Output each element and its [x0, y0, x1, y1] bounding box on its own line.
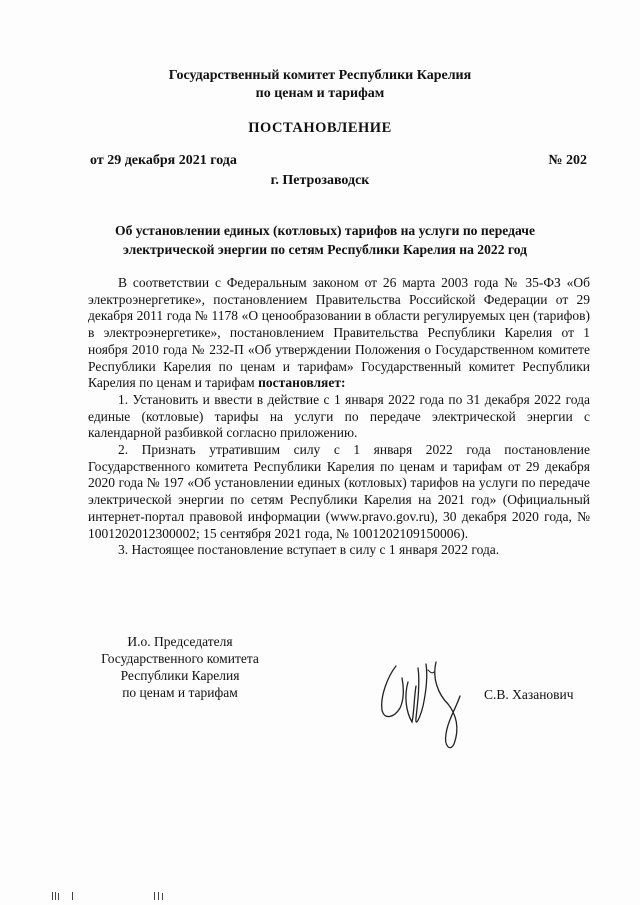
preamble-paragraph: [88, 275, 590, 392]
issuer-title-line-2: по ценам и тарифам: [255, 86, 385, 101]
signer-name: С.В. Хазанович: [484, 687, 574, 702]
signatory-line-2: Государственного комитета: [101, 651, 259, 666]
document-subject: [80, 221, 570, 259]
clause-3: 3. Настоящее постановление вступает в силу с 1 января 2022 года.: [118, 542, 500, 558]
document-city: г. Петрозаводск: [270, 173, 370, 188]
scan-artifact-icon: [52, 891, 192, 901]
document-body: [88, 275, 590, 559]
clause-1: 1. Установить и ввести в действие с 1 января 2022 года по 31 декабря 2022 года единые (котловые) тарифы на услуги по передаче электрической энергии с календарной разбивкой согласно приложению.: [88, 391, 590, 441]
document-number: № 202: [548, 153, 587, 168]
subject-line-2: электрической энергии по сетям Республики Карелия на 2022 год: [122, 242, 528, 257]
handwritten-signature-icon: [368, 648, 473, 753]
clause-2: 2. Признать утратившим силу с 1 января 2022 года постановление Государственного комитета Республики Карелия по ценам и тарифам от 29 декабря 2020 года № 197 «Об установлении единых (котловых) тарифов на услуги по передаче электрической энергии по сетям Республики Карелия на 2021 год» (Официальный интернет-портал правовой информации (www.pravo.gov.ru), 30 декабря 2020 года, № 1001202012300002; 15 сентября 2021 года, № 1001202109150006).: [88, 442, 590, 541]
document-date: от 29 декабря 2021 года: [90, 153, 237, 168]
signatory-position: [70, 633, 290, 701]
signatory-line-3: Республики Карелия: [120, 668, 240, 683]
issuer-title-line-1: Государственный комитет Республики Карелия: [168, 68, 472, 83]
signatory-line-4: по ценам и тарифам: [122, 685, 238, 700]
signatory-line-1: И.о. Председателя: [127, 634, 233, 649]
preamble-text: В соответствии с Федеральным законом от 26 марта 2003 года № 35-ФЗ «Об электроэнергетике», постановлением Правительства Российской Федерации от 29 декабря 2011 года № 1178 «О ценообразовании в области регулируемых цен (тарифов) в электроэнергетике», постановлением Правительства Республики Карелия от 1 ноября 2010 года № 232-П «Об утверждении Положения о Государственном комитете Республики Карелия по ценам и тарифам» Государственный комитет Республики Карелия по ценам и тарифам: [88, 275, 590, 391]
document-type: ПОСТАНОВЛЕНИЕ: [248, 120, 392, 136]
decree-word: постановляет:: [258, 375, 346, 391]
subject-line-1: Об установлении единых (котловых) тарифов на услуги по передаче: [115, 223, 535, 238]
